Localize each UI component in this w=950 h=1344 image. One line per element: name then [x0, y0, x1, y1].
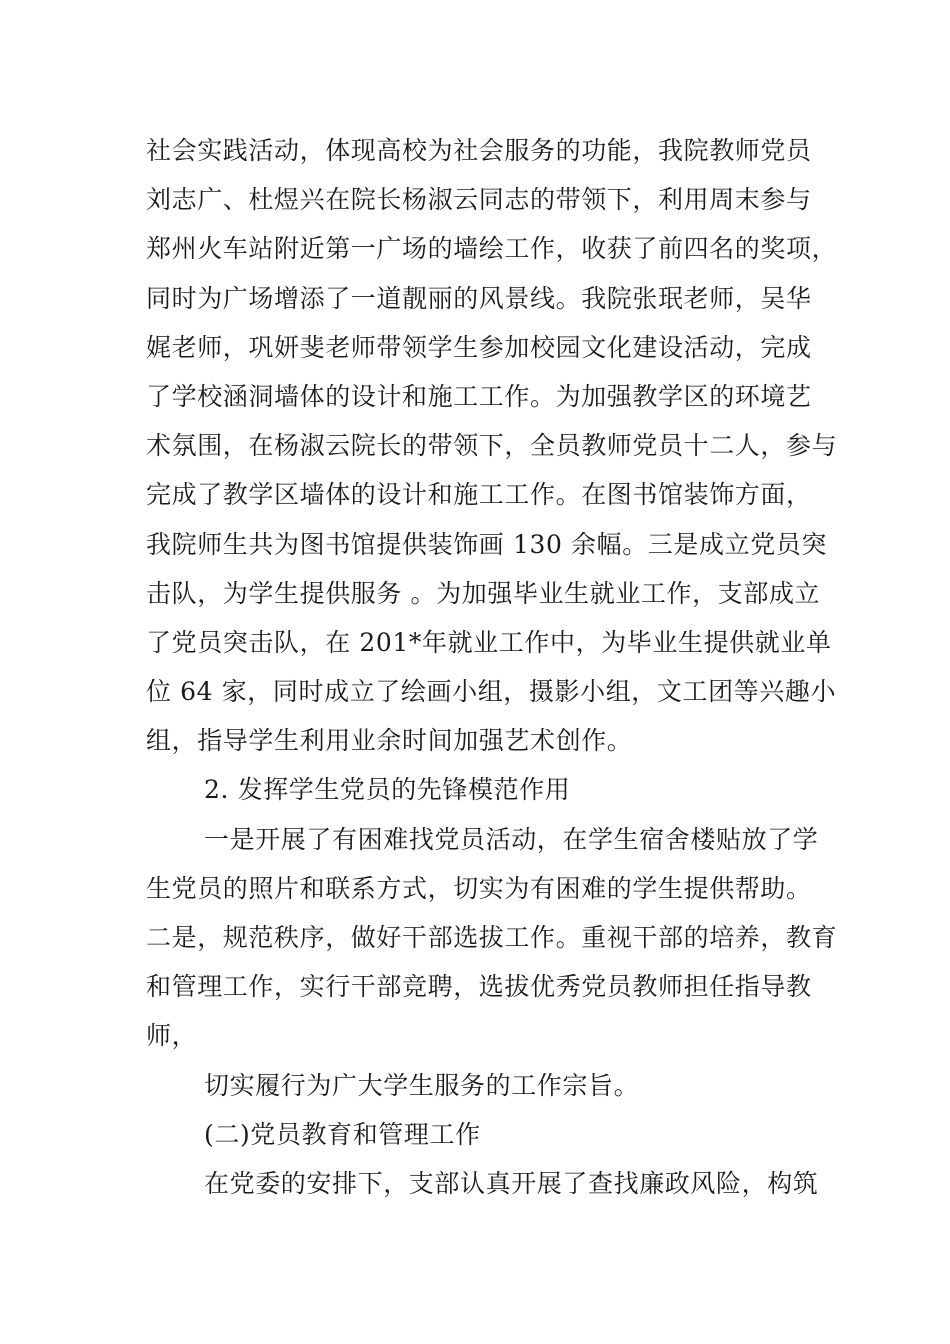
text-line: 在党委的安排下，支部认真开展了查找廉政风险，构筑 — [204, 1168, 819, 1198]
text-line: 二是，规范秩序，做好干部选拔工作。重视干部的培养，教育 — [146, 923, 838, 952]
text-line: 术氛围，在杨淑云院长的带领下，全员教师党员十二人，参与 — [146, 431, 838, 461]
text-line: 郑州火车站附近第一广场的墙绘工作，收获了前四名的奖项， — [146, 234, 838, 264]
text-line: 组，指导学生利用业余时间加强艺术创作。 — [146, 726, 633, 756]
text-line: 娓老师，巩妍斐老师带领学生参加校园文化建设活动，完成 — [146, 332, 812, 362]
body-text — [146, 126, 838, 1208]
text-line: 一是开展了有困难找党员活动，在学生宿舍楼贴放了学 — [204, 824, 819, 854]
text-line: 切实履行为广大学生服务的工作宗旨。 — [204, 1070, 640, 1100]
text-line: 了党员突击队，在 201*年就业工作中，为毕业生提供就业单 — [146, 627, 832, 657]
text-line: 同时为广场增添了一道靓丽的风景线。我院张珉老师，吴华 — [146, 283, 812, 313]
text-line: 完成了教学区墙体的设计和施工工作。在图书馆装饰方面， — [146, 480, 812, 510]
text-line: (二)党员教育和管理工作 — [204, 1119, 481, 1149]
text-line: 社会实践活动，体现高校为社会服务的功能，我院教师党员 — [146, 136, 812, 165]
text-line: 刘志广、杜煜兴在院长杨淑云同志的带领下，利用周末参与 — [146, 185, 812, 215]
text-line: 生党员的照片和联系方式，切实为有困难的学生提供帮助。 — [146, 873, 812, 903]
text-line: 位 64 家，同时成立了绘画小组，摄影小组，文工团等兴趣小 — [146, 677, 837, 707]
text-line: 和管理工作，实行干部竞聘，选拔优秀党员教师担任指导教 — [146, 972, 812, 1002]
text-line: 我院师生共为图书馆提供装饰画 130 余幅。三是成立党员突 — [146, 529, 828, 559]
text-line: 击队，为学生提供服务 。为加强毕业生就业工作，支部成立 — [146, 578, 821, 608]
text-line: 2. 发挥学生党员的先锋模范作用 — [204, 775, 571, 805]
text-line: 了学校涵洞墙体的设计和施工工作。为加强教学区的环境艺 — [146, 381, 812, 411]
text-line: 师， — [146, 1021, 198, 1051]
